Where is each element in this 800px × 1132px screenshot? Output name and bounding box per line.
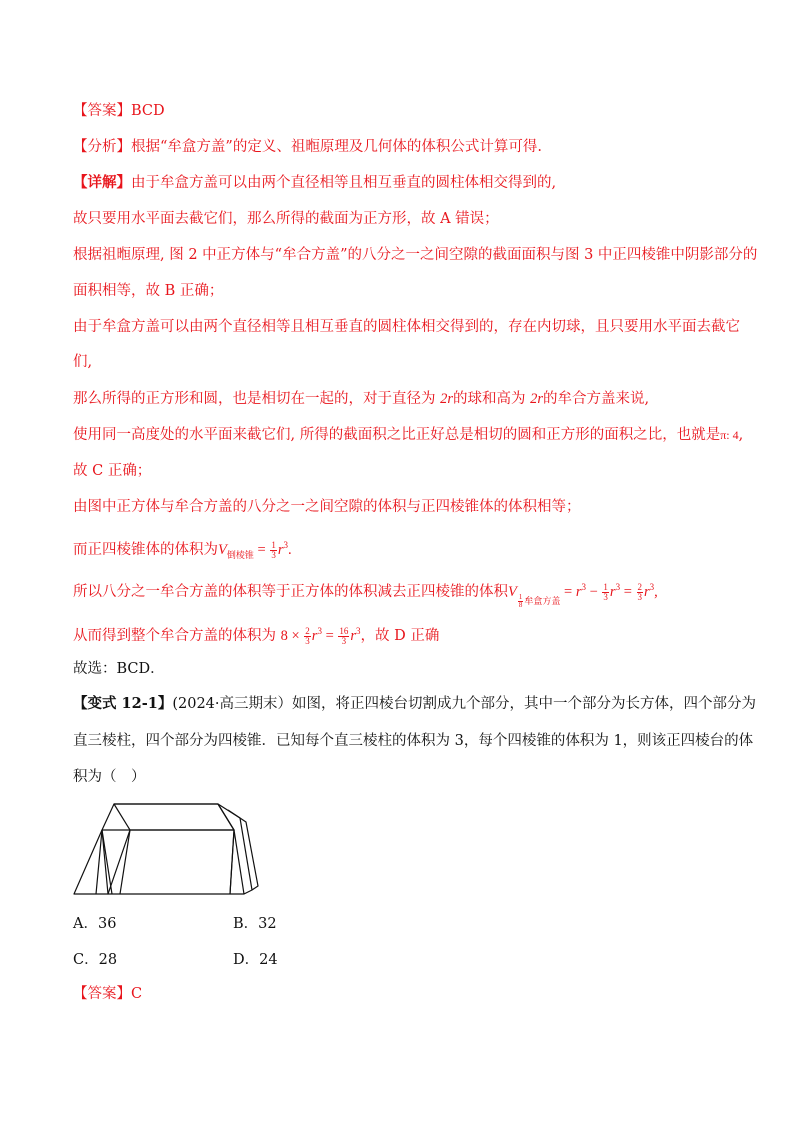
option-a[interactable]: A．36 [73,916,117,932]
math-frac-1-3 [602,583,609,602]
detail-line-7 [73,389,649,409]
detail-line-11 [73,535,292,565]
detail-text-7b: 的球和高为 [453,391,531,407]
frac-num: 1 [603,582,608,592]
detail-line-12 [73,577,658,611]
math-exp: 3 [649,582,655,592]
math-2r-b: 2r [530,391,544,407]
answer-2-value: C [131,986,143,1002]
detail-text-8a: 使用同一高度处的水平面来截它们, 所得的截面积之比正好总是相切的圆和正方形的面积之比，也就是 [73,427,721,443]
figure-right-prism [218,804,252,894]
math-r: r [350,627,357,644]
detail-text-1: 由于牟盒方盖可以由两个直径相等且相互垂直的圆柱体相交得到的, [131,175,557,191]
math-r: r [609,583,616,600]
figure-left-wedge-inner [96,830,102,894]
math-frac-1-3 [270,541,277,560]
frac-den: 3 [637,592,642,602]
figure-right-inner [230,830,234,894]
math-sub-eighth-text: 牟盒方盖 [524,595,561,606]
option-d[interactable]: D．24 [233,952,278,968]
math-minus: − [589,583,598,600]
detail-text-7c: 的牟合方盖来说, [543,391,650,407]
frustum-figure [72,798,262,898]
detail-line-5: 由于牟盒方盖可以由两个直径相等且相互垂直的圆柱体相交得到的，存在内切球，且只要用水平面去截它 [73,319,740,335]
math-times: × [291,627,300,644]
math-frac-16-3 [338,627,349,646]
detail-line-6: 们, [73,354,93,370]
figure-top-face [114,804,234,830]
math-r: r [644,583,650,600]
math-exp: 3 [615,582,621,592]
math-sub-frac-1-8 [518,594,524,609]
answer-2 [73,984,142,1004]
answer-1: 【答案】BCD [73,103,165,119]
math-eq: = [623,583,632,600]
math-sub-eighth [517,593,561,610]
question-line-3: 积为（ ） [73,769,146,785]
frac-den: 3 [305,636,310,646]
detail-line-8 [73,425,743,445]
math-r: r [311,627,318,644]
detail-text-7a: 那么所得的正方形和圆，也是相切在一起的，对于直径为 [73,391,441,407]
math-eight: 8 [280,627,288,644]
detail-line-9: 故 C 正确； [73,463,152,479]
figure-front-face [108,830,234,894]
frac-den: 3 [271,550,276,560]
frac-num: 2 [305,626,310,636]
frac-den: 8 [518,601,523,610]
math-exp: 3 [283,540,288,550]
math-r: r [575,583,582,600]
formula-eighth-volume [508,582,658,610]
option-b[interactable]: B．32 [233,916,277,932]
detail-text-12a: 所以八分之一牟合方盖的体积等于正方体的体积减去正四棱锥的体积 [73,583,508,600]
question-line-2: 直三棱柱，四个部分为四棱锥．已知每个直三棱柱的体积为 3，每个四棱锥的体积为 1，则该正四棱台的体 [73,733,754,749]
math-exp: 3 [356,626,361,636]
option-c[interactable]: C．28 [73,952,118,968]
math-exp: 3 [317,626,322,636]
frac-num: 2 [637,582,642,592]
detail-line-10: 由图中正方体与牟合方盖的八分之一之间空隙的体积与正四棱锥体的体积相等； [73,499,581,515]
math-frac-2-3 [637,583,644,602]
math-comma: , [654,583,658,600]
frac-num: 1 [271,540,276,550]
math-r: r [277,541,284,558]
math-pi-ratio: π: 4 [720,428,739,442]
math-V: V [508,583,517,600]
math-V: V [218,541,227,558]
frac-den: 3 [341,636,347,646]
question-line-1 [73,694,756,714]
math-frac-2-3 [304,627,311,646]
question-label: 【变式 12-1】 [73,695,173,712]
detail-line-2: 故只要用水平面去截它们，那么所得的截面为正方形，故 A 错误； [73,211,499,227]
detail-line-1 [73,173,556,193]
analysis: 【分析】根据“牟盒方盖”的定义、祖暅原理及几何体的体积公式计算可得. [73,139,542,155]
formula-total-volume [281,628,361,644]
choose-line: 故选：BCD． [73,661,165,677]
math-eq: = [325,627,334,644]
detail-text-13a: 从而得到整个牟合方盖的体积为 [73,627,281,644]
math-comma-8: , [738,427,744,443]
frac-den: 3 [603,592,608,602]
frac-num: 16 [339,626,349,636]
answer-2-label: 【答案】 [73,986,131,1002]
frac-num: 1 [518,593,523,602]
math-sub-pyramid: 倒棱锥 [226,549,254,560]
detail-line-3: 根据祖暅原理, 图 2 中正方体与“牟合方盖”的八分之一之间空隙的截面面积与图 3 中正四棱锥中阴影部分的 [73,247,758,263]
question-text-1: (2024·高三期末）如图，将正四棱台切割成九个部分，其中一个部分为长方体，四个部分为 [172,696,757,712]
math-eq: = [564,583,573,600]
math-2r-a: 2r [440,391,454,407]
math-exp: 3 [581,582,586,592]
math-period: . [287,541,292,558]
math-eq: = [257,541,266,558]
detail-text-13b: ，故 D 正确 [360,627,440,644]
detail-label: 【详解】 [73,174,131,191]
detail-line-4: 面积相等，故 B 正确； [73,283,224,299]
detail-line-13 [73,621,439,646]
formula-pyramid-volume [218,542,292,558]
figure-inner-left-edge [120,830,130,894]
detail-text-11a: 而正四棱锥体的体积为 [73,541,218,558]
